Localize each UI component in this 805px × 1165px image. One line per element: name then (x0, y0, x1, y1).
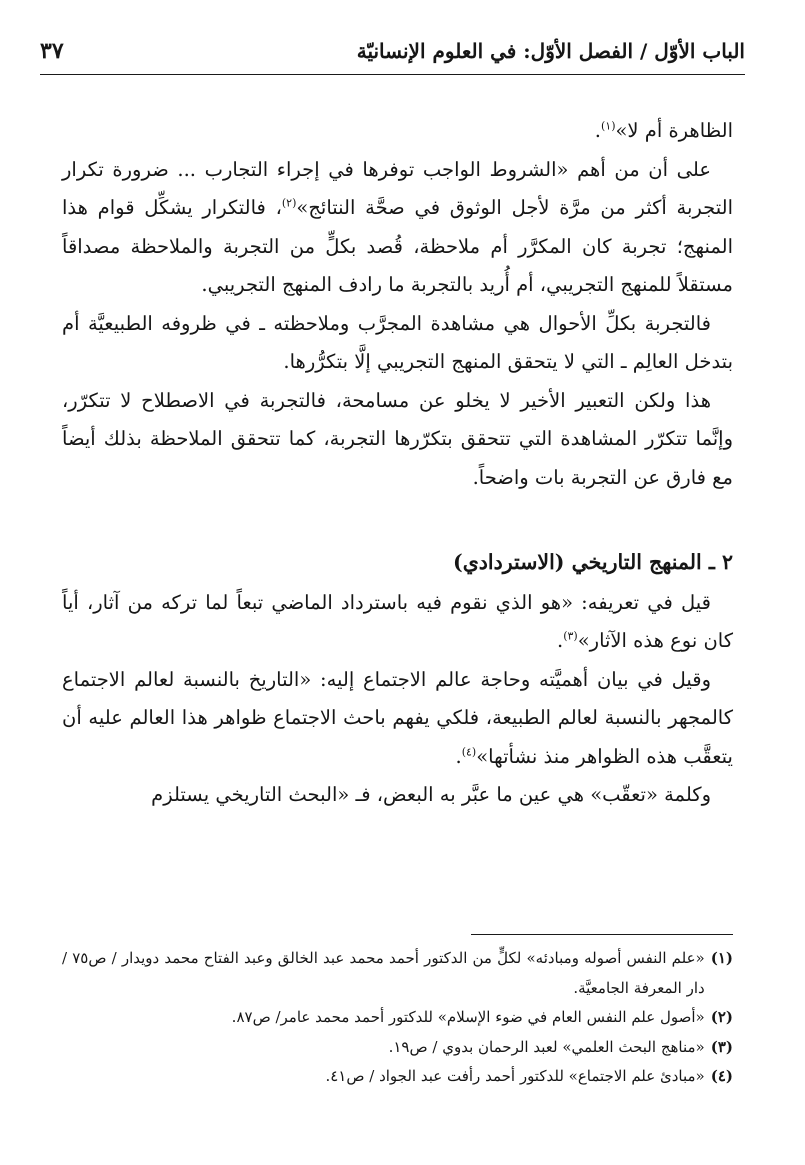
paragraph-5-end: . (557, 629, 564, 652)
main-text (62, 112, 733, 815)
paragraph-4: هذا ولكن التعبير الأخير لا يخلو عن مسامحة، فالتجربة في الاصطلاح لا تتكرّر، وإنَّما تتكرّر المشاهدة التي تتحقق بتكرّرها التجربة، كما تتحقق الملاحظة بذلك أيضاً مع فارق عن التجربة بات واضحاً. (62, 388, 733, 489)
footnote-1 (62, 944, 733, 1003)
paragraph-1-text: الظاهرة أم لا» (615, 119, 733, 142)
footnote-text: «علم النفس أصوله ومبادئه» لكلٍّ من الدكتور أحمد محمد عبد الخالق وعبد الفتاح محمد دويدار / ص٧٥ / دار المعرفة الجامعيَّة. (62, 949, 705, 997)
footnote-number: (٤) (710, 1067, 733, 1085)
footnotes (62, 944, 733, 1092)
paragraph-2 (62, 151, 733, 305)
footnote-number: (٣) (710, 1037, 733, 1056)
footnote-text: «أصول علم النفس العام في ضوء الإسلام» للدكتور أحمد محمد عامر/ ص٨٧. (231, 1008, 705, 1026)
paragraph-2-text-a: على أن من أهم «الشروط الواجب توفرها في إجراء التجارب ... ضرورة تكرار التجربة أكثر من مرَّة لأجل الوثوق في صحَّة النتائج» (62, 157, 733, 219)
paragraph-5 (62, 584, 733, 661)
footnote-divider (471, 934, 733, 935)
paragraph-7: وكلمة «تعقّب» هي عين ما عبَّر به البعض، فـ «البحث التاريخي يستلزم (151, 783, 711, 806)
footnote-number: (١) (710, 949, 733, 967)
paragraph-6-end: . (455, 744, 462, 768)
page-number: ٣٧ (40, 38, 64, 64)
footnote-number: (٢) (710, 1008, 733, 1026)
paragraph-6-text: وقيل في بيان أهميَّته وحاجة عالم الاجتماع إليه: «التاريخ بالنسبة لعالم الاجتماع كالمجهر بالنسبة لعالم الطبيعة، فلكي يفهم باحث الاجتماع ظواهر هذا العالم عليه أن يتعقَّب هذه الظواهر منذ نشأتها» (62, 667, 733, 768)
footnote-text: «مناهج البحث العلمي» لعبد الرحمان بدوي / ص١٩. (388, 1037, 705, 1056)
paragraph-1-end: . (594, 119, 601, 142)
paragraph-1 (62, 112, 733, 151)
paragraph-2-text-b: ، فالتكرار يشكِّل قوام هذا المنهج؛ تجربة كان المكرَّر أم ملاحظة، قُصد بكلٍّ من التجربة والملاحظة مصداقاً مستقلاً للمنهج التجريبي، أم أُريد بالتجربة ما رادف المنهج التجريبي. (62, 196, 733, 296)
footnote-2 (62, 1003, 733, 1033)
footnote-3 (62, 1033, 733, 1063)
footnote-ref-3: (٣) (563, 629, 578, 643)
footnote-ref-2: (٢) (281, 196, 297, 210)
running-header (40, 34, 745, 68)
section-heading: ٢ ـ المنهج التاريخي (الاستردادي) (453, 550, 733, 574)
footnote-ref-1: (١) (600, 119, 616, 133)
footnote-ref-4: (٤) (461, 745, 477, 758)
header-divider (40, 74, 745, 75)
paragraph-3: فالتجربة بكلِّ الأحوال هي مشاهدة المجرَّب وملاحظته ـ في ظروفه الطبيعيَّة أم بتدخل العالِم ـ التي لا يتحقق المنهج التجريبي إلَّا بتكرُّرها. (62, 311, 733, 373)
footnote-text: «مبادئ علم الاجتماع» للدكتور أحمد رأفت عبد الجواد / ص٤١. (325, 1067, 705, 1085)
chapter-title: الباب الأوّل / الفصل الأوّل: في العلوم الإنسانيّة (356, 39, 745, 63)
paragraph-5-text: قيل في تعريفه: «هو الذي نقوم فيه باسترداد الماضي تبعاً لما تركه من آثار، أياً كان نوع هذه الآثار» (62, 590, 733, 652)
paragraph-6 (62, 661, 733, 777)
footnote-4 (62, 1062, 733, 1092)
